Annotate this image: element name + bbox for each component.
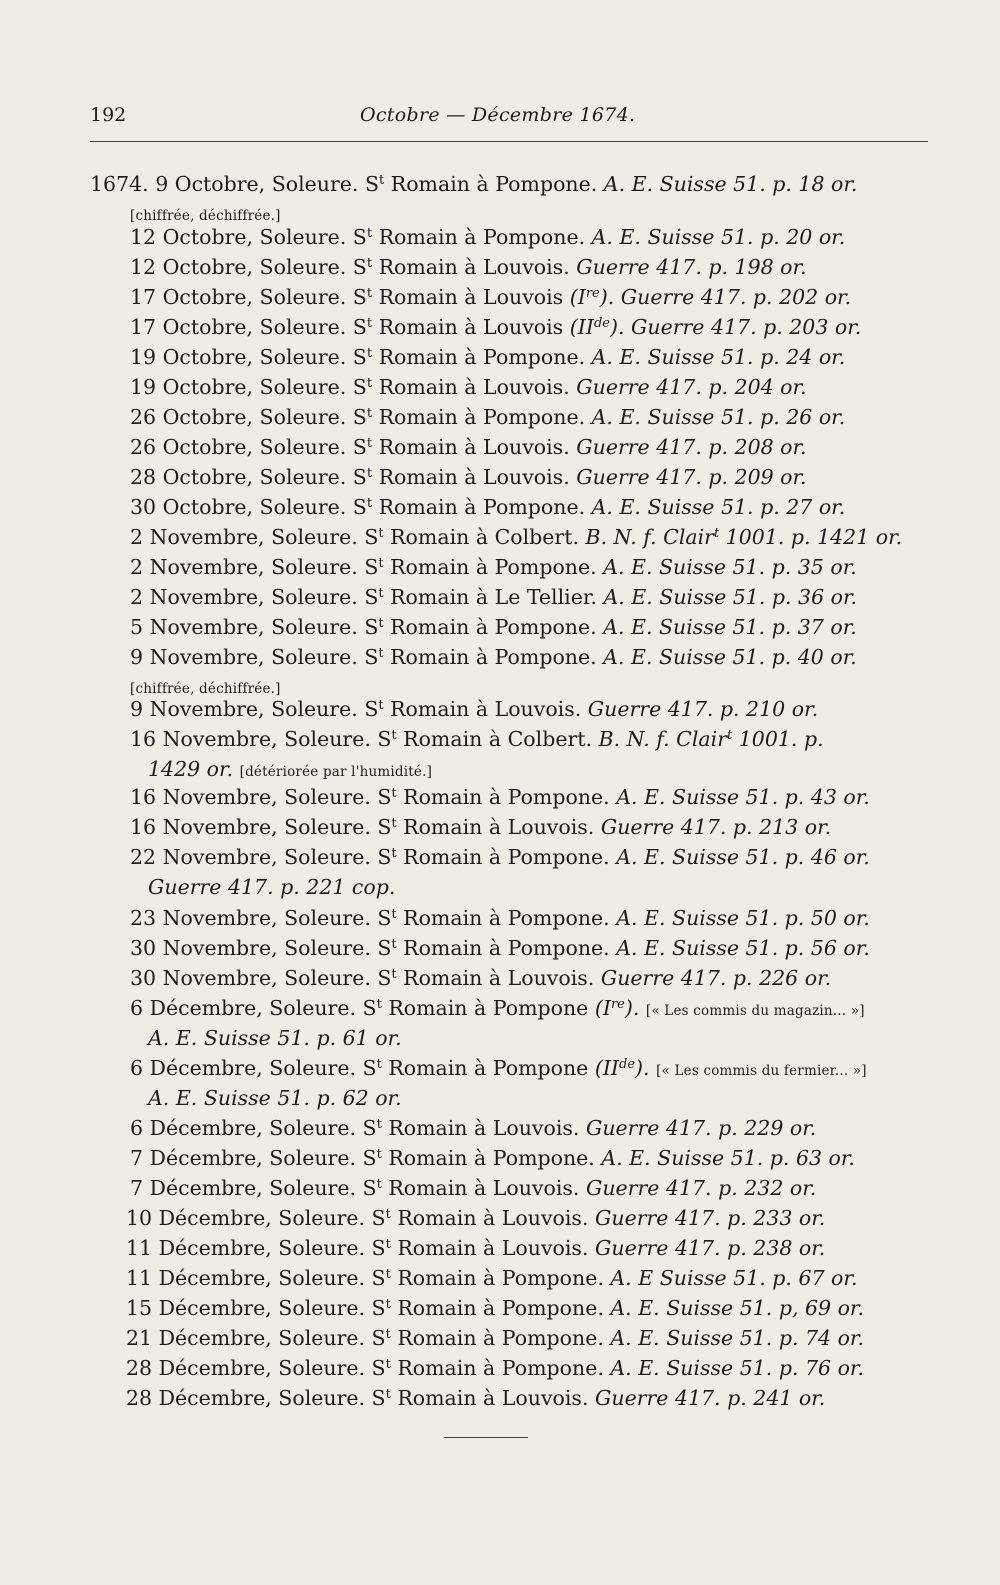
archive-reference xyxy=(586,1176,816,1200)
entry-sup: t xyxy=(385,1327,391,1342)
entry-pre: 26 Octobre, Soleure. S xyxy=(130,405,367,429)
entry-sup: t xyxy=(376,997,382,1012)
entry-ref: Guerre 417. p. 210 or. xyxy=(587,697,819,721)
entry-line xyxy=(130,697,818,721)
archive-reference xyxy=(616,845,870,869)
entry-mid: Romain à Louvois. xyxy=(396,815,601,839)
entry-pre: 10 Décembre, Soleure. S xyxy=(126,1206,386,1230)
entry-sup: t xyxy=(391,786,397,801)
entry-line xyxy=(130,495,845,519)
entry-sup: t xyxy=(385,1237,391,1252)
entry-ref: Guerre 417. p. 213 or. xyxy=(600,815,832,839)
entry-mid: Romain à Pompone. xyxy=(390,1296,611,1320)
archive-reference xyxy=(603,555,857,579)
entry-refsup: re xyxy=(585,286,600,301)
archive-reference xyxy=(570,315,862,339)
entry-line xyxy=(130,255,807,279)
archive-reference xyxy=(148,1086,402,1110)
entry-ref: Guerre 417. p. 204 or. xyxy=(576,375,807,399)
archive-reference xyxy=(601,966,831,990)
archive-reference xyxy=(601,1146,855,1170)
archive-reference xyxy=(616,785,870,809)
entry-sup: t xyxy=(378,556,384,571)
entry-line xyxy=(130,585,857,609)
entry-sup: t xyxy=(391,728,397,743)
entry-refsup: t xyxy=(727,728,733,743)
entry-pre: 17 Octobre, Soleure. S xyxy=(130,285,367,309)
entry-ref: A. E. Suisse 51. p. 56 or. xyxy=(616,936,870,960)
archive-reference xyxy=(616,936,870,960)
archive-reference xyxy=(576,255,806,279)
entry-ref: Guerre 417. p. 198 or. xyxy=(576,255,807,279)
entry-refsup: t xyxy=(713,526,720,541)
entry-pre: 30 Novembre, Soleure. S xyxy=(130,936,392,960)
entry-pre: 28 Décembre, Soleure. S xyxy=(126,1356,386,1380)
entry-ref: Guerre 417. p. 229 or. xyxy=(585,1116,817,1140)
entry-sup: t xyxy=(391,907,397,922)
archive-reference xyxy=(148,1026,402,1050)
archive-reference xyxy=(148,757,240,781)
archive-reference xyxy=(604,172,858,196)
entry-ref: A. E. Suisse 51. p. 74 or. xyxy=(610,1326,864,1350)
entry-mid: Romain à Pompone. xyxy=(390,1326,611,1350)
archive-reference xyxy=(592,345,846,369)
entry-pre: 6 Décembre, Soleure. S xyxy=(130,1116,377,1140)
archive-reference xyxy=(148,875,395,899)
archive-reference xyxy=(603,615,857,639)
entry-mid: Romain à Louvois. xyxy=(381,1176,586,1200)
entry-ref: (II xyxy=(594,1056,620,1080)
entry-line xyxy=(130,1146,855,1170)
entry-pre: 2 Novembre, Soleure. S xyxy=(130,555,379,579)
entry-pre: 7 Décembre, Soleure. S xyxy=(130,1176,377,1200)
entry-mid: Romain à Pompone xyxy=(381,996,595,1020)
entry-note: [chiffrée, déchiffrée.] xyxy=(130,208,281,224)
entry-pre: 12 Octobre, Soleure. S xyxy=(130,225,367,249)
entry-line xyxy=(126,1386,825,1410)
entry-ref: A. E. Suisse 51. p, 69 or. xyxy=(610,1296,864,1320)
entry-mid: Romain à Colbert. xyxy=(396,727,599,751)
entry-sup: t xyxy=(385,1387,391,1402)
entry-sup: t xyxy=(376,1177,382,1192)
entry-mid: Romain à Pompone. xyxy=(383,645,604,669)
entry-mid: Romain à Pompone. xyxy=(396,845,617,869)
entry-mid: Romain à Louvois. xyxy=(372,435,577,459)
archive-reference xyxy=(586,525,903,549)
entry-pre: 6 Décembre, Soleure. S xyxy=(130,996,377,1020)
entry-ref: Guerre 417. p. 209 or. xyxy=(576,465,807,489)
entry-ref: A. E. Suisse 51. p. 37 or. xyxy=(603,615,857,639)
entry-line xyxy=(126,1206,825,1230)
entry-sup: t xyxy=(385,1357,391,1372)
archive-reference xyxy=(586,1116,816,1140)
entry-pre: 28 Octobre, Soleure. S xyxy=(130,465,367,489)
entry-ref: A. E. Suisse 51. p. 43 or. xyxy=(616,785,870,809)
entry-mid: Romain à Louvois. xyxy=(383,697,588,721)
entry-ref: A. E. Suisse 51. p. 63 or. xyxy=(601,1146,855,1170)
entry-sup: t xyxy=(391,846,397,861)
entry-sup: t xyxy=(376,1057,382,1072)
entry-pre: 11 Décembre, Soleure. S xyxy=(126,1266,386,1290)
entry-pre: 5 Novembre, Soleure. S xyxy=(130,615,379,639)
entry-pre: 2 Novembre, Soleure. S xyxy=(130,525,379,549)
archive-reference xyxy=(595,1206,825,1230)
entry-sup: t xyxy=(366,286,373,301)
archive-reference xyxy=(595,1236,825,1260)
entry-ref: A. E. Suisse 51. p. 24 or. xyxy=(591,345,846,369)
entry-line xyxy=(148,1026,402,1050)
archive-reference xyxy=(588,697,818,721)
entry-pre: 6 Décembre, Soleure. S xyxy=(130,1056,377,1080)
entry-mid: Romain à Louvois. xyxy=(396,966,601,990)
entry-mid: Romain à Pompone. xyxy=(372,225,592,249)
entry-ref: Guerre 417. p. 238 or. xyxy=(595,1236,826,1260)
archive-reference xyxy=(592,225,846,249)
entry-sup: t xyxy=(366,346,373,361)
entry-ref: A. E. Suisse 51. p. 35 or. xyxy=(603,555,857,579)
entry-mid: Romain à Pompone. xyxy=(384,172,604,196)
entry-mid: Romain à Louvois xyxy=(372,315,570,339)
entry-line xyxy=(130,1056,867,1083)
entry-sup: t xyxy=(376,1117,382,1132)
entry-line xyxy=(130,785,870,809)
entry-sup: t xyxy=(366,256,373,271)
entry-ref2: 1001. p. xyxy=(732,727,824,751)
entry-line xyxy=(148,757,432,784)
entry-pre: 26 Octobre, Soleure. S xyxy=(130,435,367,459)
entry-line xyxy=(148,875,395,899)
entry-pre: 19 Octobre, Soleure. S xyxy=(130,375,367,399)
entry-mid: Romain à Pompone. xyxy=(390,1266,611,1290)
entry-ref: Guerre 417. p. 221 cop. xyxy=(148,875,396,899)
entry-line xyxy=(130,465,807,489)
entry-sup: t xyxy=(378,646,384,661)
entry-mid: Romain à Pompone. xyxy=(396,936,617,960)
entry-pre: 15 Décembre, Soleure. S xyxy=(126,1296,386,1320)
running-title: Octobre — Décembre 1674. xyxy=(360,104,636,126)
entry-ref: Guerre 417. p. 226 or. xyxy=(600,966,832,990)
entry-line xyxy=(148,1086,402,1110)
entry-sup: t xyxy=(378,616,384,631)
entry-refsup: de xyxy=(619,1057,636,1072)
entry-line xyxy=(130,435,807,459)
entry-line xyxy=(130,375,807,399)
entry-mid: Romain à Pompone. xyxy=(396,906,617,930)
entry-note: [« Les commis du fermier... »] xyxy=(656,1063,867,1079)
entry-line xyxy=(130,845,870,869)
entry-pre: 11 Décembre, Soleure. S xyxy=(126,1236,386,1260)
entry-line xyxy=(126,1296,864,1320)
entry-note: [détériorée par l'humidité.] xyxy=(239,764,433,780)
entry-pre: 1674. 9 Octobre, Soleure. S xyxy=(90,172,380,196)
entry-pre: 16 Novembre, Soleure. S xyxy=(130,785,392,809)
entry-ref: Guerre 417. p. 208 or. xyxy=(576,435,807,459)
entry-mid: Romain à Colbert. xyxy=(383,525,586,549)
entry-pre: 9 Novembre, Soleure. S xyxy=(130,697,379,721)
entry-pre: 28 Décembre, Soleure. S xyxy=(126,1386,386,1410)
entry-line xyxy=(130,201,281,228)
entry-mid: Romain à Pompone xyxy=(381,1056,595,1080)
entry-ref: A. E. Suisse 51. p. 61 or. xyxy=(148,1026,402,1050)
entry-pre: 30 Novembre, Soleure. S xyxy=(130,966,392,990)
entry-mid: Romain à Louvois. xyxy=(372,375,577,399)
archive-reference xyxy=(610,1326,864,1350)
entry-sup: t xyxy=(385,1267,391,1282)
entry-ref: (I xyxy=(569,285,586,309)
entry-ref: B. N. f. Clair xyxy=(585,525,714,549)
entry-mid: Romain à Pompone. xyxy=(372,405,592,429)
entry-line xyxy=(130,525,902,549)
entry-sup: t xyxy=(366,436,373,451)
entry-pre: 16 Novembre, Soleure. S xyxy=(130,815,392,839)
entry-line xyxy=(130,727,824,751)
archive-reference xyxy=(595,996,646,1020)
entry-pre: 16 Novembre, Soleure. S xyxy=(130,727,392,751)
entry-mid: Romain à Louvois. xyxy=(390,1206,595,1230)
entry-mid: Romain à Louvois. xyxy=(381,1116,586,1140)
entry-line xyxy=(130,615,857,639)
entry-sup: t xyxy=(391,816,397,831)
entry-mid: Romain à Le Tellier. xyxy=(383,585,604,609)
entry-line xyxy=(130,936,870,960)
entry-ref: A. E. Suisse 51. p. 36 or. xyxy=(603,585,858,609)
entry-ref: A. E. Suisse 51. p. 50 or. xyxy=(616,906,870,930)
entry-pre: 23 Novembre, Soleure. S xyxy=(130,906,392,930)
entry-mid: Romain à Louvois. xyxy=(390,1386,595,1410)
entry-sup: t xyxy=(391,937,397,952)
entry-ref2: ). xyxy=(624,996,646,1020)
entry-note: [« Les commis du magazin... »] xyxy=(645,1003,865,1019)
entry-sup: t xyxy=(385,1297,391,1312)
entry-ref: A. E. Suisse 51. p. 46 or. xyxy=(616,845,870,869)
entry-mid: Romain à Louvois xyxy=(372,285,570,309)
archive-reference xyxy=(570,285,851,309)
entry-mid: Romain à Pompone. xyxy=(383,555,604,579)
entry-ref: A. E Suisse 51. p. 67 or. xyxy=(610,1266,858,1290)
entry-ref: (I xyxy=(594,996,611,1020)
entry-ref: B. N. f. Clair xyxy=(598,727,727,751)
entry-line xyxy=(126,1266,857,1290)
entry-pre: 30 Octobre, Soleure. S xyxy=(130,495,367,519)
archive-reference xyxy=(595,1386,825,1410)
entry-line xyxy=(130,315,861,339)
entry-mid: Romain à Louvois. xyxy=(372,255,577,279)
entry-ref: 1429 or. xyxy=(148,757,240,781)
entry-sup: t xyxy=(379,173,385,188)
entry-pre: 17 Octobre, Soleure. S xyxy=(130,315,367,339)
entry-ref2: ). Guerre 417. p. 203 or. xyxy=(609,315,862,339)
entry-sup: t xyxy=(366,316,373,331)
entry-ref2: ). xyxy=(635,1056,657,1080)
entry-ref: A. E. Suisse 51. p. 40 or. xyxy=(603,645,857,669)
entry-ref: A. E. Suisse 51. p. 62 or. xyxy=(148,1086,402,1110)
entry-mid: Romain à Pompone. xyxy=(390,1356,611,1380)
entry-mid: Romain à Pompone. xyxy=(396,785,617,809)
entry-pre: 22 Novembre, Soleure. S xyxy=(130,845,392,869)
archive-reference xyxy=(599,727,824,751)
archive-reference xyxy=(601,815,831,839)
page-number: 192 xyxy=(90,104,127,126)
entry-line xyxy=(130,285,851,309)
entry-line xyxy=(130,966,831,990)
entry-line xyxy=(130,225,845,249)
archive-reference xyxy=(576,435,806,459)
entry-line xyxy=(130,345,845,369)
entry-ref2: 1001. p. 1421 or. xyxy=(719,525,903,549)
entry-mid: Romain à Pompone. xyxy=(372,495,592,519)
entry-mid: Romain à Pompone. xyxy=(381,1146,602,1170)
archive-reference xyxy=(616,906,870,930)
archive-reference xyxy=(592,405,846,429)
entry-sup: t xyxy=(378,586,384,601)
entry-refsup: de xyxy=(593,316,610,331)
archive-reference xyxy=(592,495,846,519)
entry-line xyxy=(130,1116,816,1140)
entry-pre: 19 Octobre, Soleure. S xyxy=(130,345,367,369)
entry-sup: t xyxy=(366,226,373,241)
entry-ref: Guerre 417. p. 233 or. xyxy=(595,1206,826,1230)
entry-line xyxy=(90,172,857,196)
entry-line xyxy=(130,405,845,429)
entry-sup: t xyxy=(378,698,384,713)
end-rule xyxy=(444,1437,528,1438)
entry-pre: 7 Décembre, Soleure. S xyxy=(130,1146,377,1170)
entry-mid: Romain à Louvois. xyxy=(372,465,577,489)
entry-note: [chiffrée, déchiffrée.] xyxy=(130,681,281,697)
archive-reference xyxy=(576,375,806,399)
archive-reference xyxy=(610,1296,864,1320)
entry-ref2: ). Guerre 417. p. 202 or. xyxy=(599,285,852,309)
archive-reference xyxy=(595,1056,656,1080)
entry-mid: Romain à Pompone. xyxy=(383,615,604,639)
entry-sup: t xyxy=(378,526,384,541)
archive-reference xyxy=(603,645,857,669)
entry-sup: t xyxy=(366,466,373,481)
entry-pre: 2 Novembre, Soleure. S xyxy=(130,585,379,609)
entry-ref: Guerre 417. p. 241 or. xyxy=(595,1386,826,1410)
entry-ref: A. E. Suisse 51. p. 26 or. xyxy=(591,405,846,429)
entry-pre: 21 Décembre, Soleure. S xyxy=(126,1326,386,1350)
entry-pre: 12 Octobre, Soleure. S xyxy=(130,255,367,279)
entry-line xyxy=(130,1176,816,1200)
entry-line xyxy=(130,645,857,669)
entry-mid: Romain à Pompone. xyxy=(372,345,592,369)
entry-ref: A. E. Suisse 51. p. 27 or. xyxy=(591,495,846,519)
entry-ref: A. E. Suisse 51. p. 18 or. xyxy=(603,172,858,196)
entry-pre: 9 Novembre, Soleure. S xyxy=(130,645,379,669)
archive-reference xyxy=(610,1266,857,1290)
entry-ref: A. E. Suisse 51. p. 20 or. xyxy=(591,225,846,249)
entry-sup: t xyxy=(391,967,397,982)
entry-refsup: re xyxy=(610,997,625,1012)
archive-reference xyxy=(610,1356,864,1380)
entry-sup: t xyxy=(376,1147,382,1162)
entry-ref: (II xyxy=(569,315,594,339)
archive-reference xyxy=(576,465,806,489)
entry-line xyxy=(126,1326,864,1350)
archive-reference xyxy=(603,585,857,609)
entry-ref: Guerre 417. p. 232 or. xyxy=(585,1176,817,1200)
entry-line xyxy=(126,1356,864,1380)
entry-ref: A. E. Suisse 51. p. 76 or. xyxy=(610,1356,864,1380)
entry-mid: Romain à Louvois. xyxy=(390,1236,595,1260)
entry-sup: t xyxy=(366,376,373,391)
entry-sup: t xyxy=(366,406,373,421)
entry-line xyxy=(130,555,857,579)
entry-line xyxy=(130,906,870,930)
entry-line xyxy=(126,1236,825,1260)
entry-sup: t xyxy=(385,1207,391,1222)
entry-sup: t xyxy=(366,496,373,511)
entry-line xyxy=(130,815,831,839)
entry-line xyxy=(130,996,865,1023)
